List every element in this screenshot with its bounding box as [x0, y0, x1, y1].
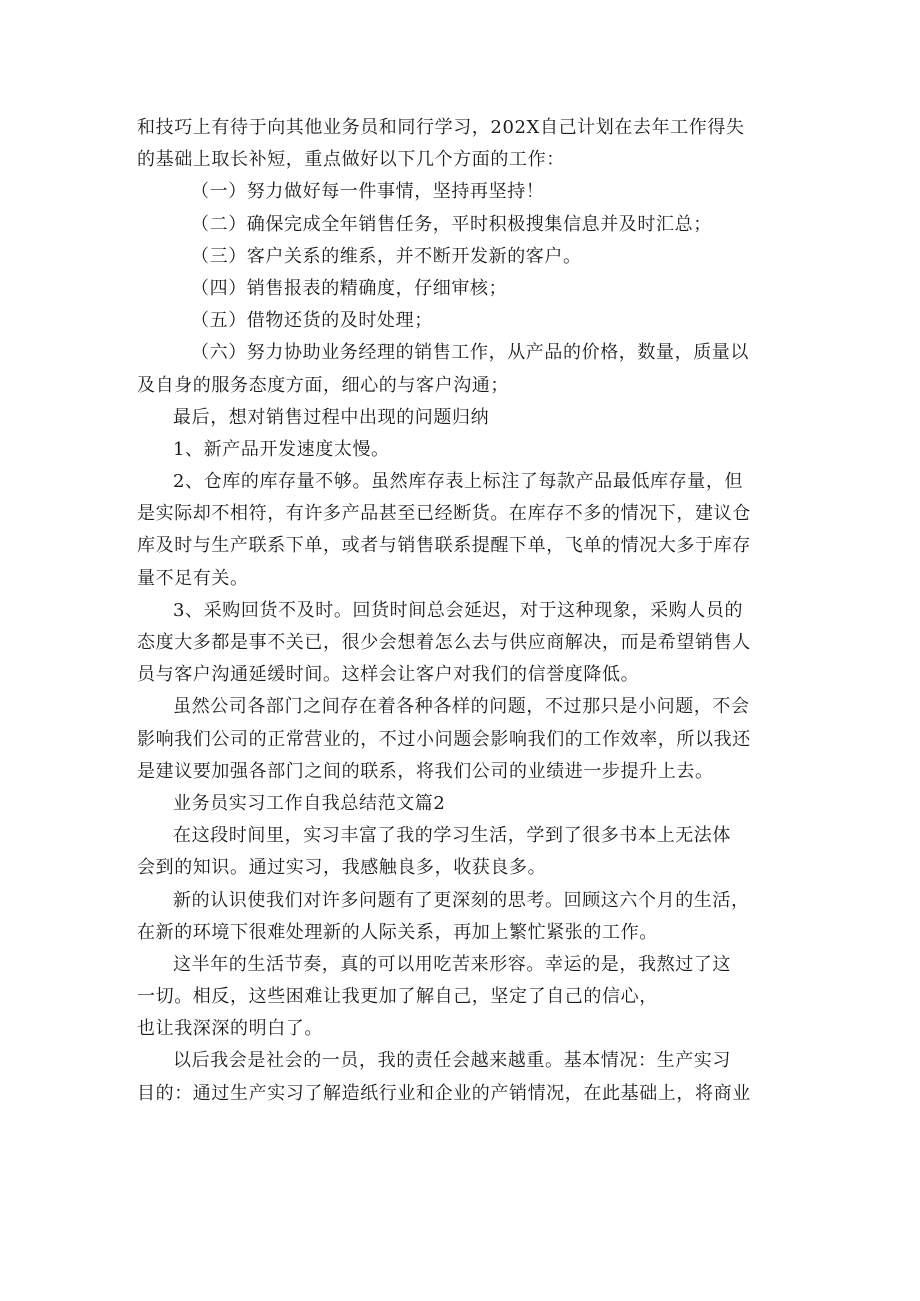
- text-line: 的基础上取长补短，重点做好以下几个方面的工作：: [137, 149, 565, 171]
- list-item: 1、新产品开发速度太慢。: [173, 438, 390, 460]
- text-line: 会到的知识。通过实习，我感触良多，收获良多。: [137, 857, 547, 879]
- list-item: （二）确保完成全年销售任务，平时积极搜集信息并及时汇总；: [191, 213, 712, 235]
- list-item: 3、采购回货不及时。回货时间总会延迟，对于这种现象，采购人员的: [173, 599, 744, 621]
- text-line: 在新的环境下很难处理新的人际关系，再加上繁忙紧张的工作。: [137, 921, 658, 943]
- paragraph-start: 虽然公司各部门之间存在着各种各样的问题，不过那只是小问题，不会: [173, 696, 750, 718]
- list-item: （三）客户关系的维系，并不断开发新的客户。: [191, 245, 582, 267]
- list-item: 2、仓库的库存量不够。虽然库存表上标注了每款产品最低库存量，但: [173, 471, 744, 493]
- text-line: 一切。相反，这些困难让我更加了解自己，坚定了自己的信心，: [137, 986, 658, 1008]
- text-line: 态度大多都是事不关已，很少会想着怎么去与供应商解决，而是希望销售人: [137, 632, 751, 653]
- list-item: （四）销售报表的精确度，仔细审核；: [191, 277, 508, 299]
- document-body: [137, 112, 797, 1110]
- list-item: （六）努力协助业务经理的销售工作，从产品的价格，数量，质量以: [191, 342, 749, 364]
- text-line: 员与客户沟通延缓时间。这样会让客户对我们的信誉度降低。: [137, 664, 640, 686]
- text-line: 也让我深深的明白了。: [137, 1018, 323, 1040]
- text-line: 是建议要加强各部门之间的联系，将我们公司的业绩进一步提升上去。: [137, 760, 714, 782]
- section-heading: 业务员实习工作自我总结范文篇2: [173, 792, 446, 814]
- paragraph-start: 新的认识使我们对许多问题有了更深刻的思考。回顾这六个月的生活，: [173, 889, 750, 911]
- text-line: 最后，想对销售过程中出现的问题归纳: [173, 406, 490, 428]
- text-line: 目的：通过生产实习了解造纸行业和企业的产销情况，在此基础上，将商业: [137, 1082, 751, 1104]
- text-line: 影响我们公司的正常营业的，不过小问题会影响我们的工作效率，所以我还: [137, 728, 751, 750]
- text-line: 量不足有关。: [137, 567, 249, 589]
- text-line: 是实际却不相符，有许多产品甚至已经断货。在库存不多的情况下，建议仓: [137, 503, 751, 525]
- text-line: 及自身的服务态度方面，细心的与客户沟通；: [137, 374, 509, 396]
- paragraph-start: 这半年的生活节奏，真的可以用吃苦来形容。幸运的是，我熬过了这: [173, 953, 731, 975]
- text-line: 库及时与生产联系下单，或者与销售联系提醒下单，飞单的情况大多于库存: [137, 535, 751, 557]
- text-line: 和技巧上有待于向其他业务员和同行学习，202X自己计划在去年工作得失: [137, 117, 745, 138]
- list-item: （一）努力做好每一件事情，坚持再坚持！: [191, 181, 545, 203]
- paragraph-start: 以后我会是社会的一员，我的责任会越来越重。基本情况：生产实习: [173, 1050, 731, 1072]
- paragraph-start: 在这段时间里，实习丰富了我的学习生活，学到了很多书本上无法体: [173, 825, 731, 847]
- list-item: （五）借物还货的及时处理；: [191, 310, 433, 332]
